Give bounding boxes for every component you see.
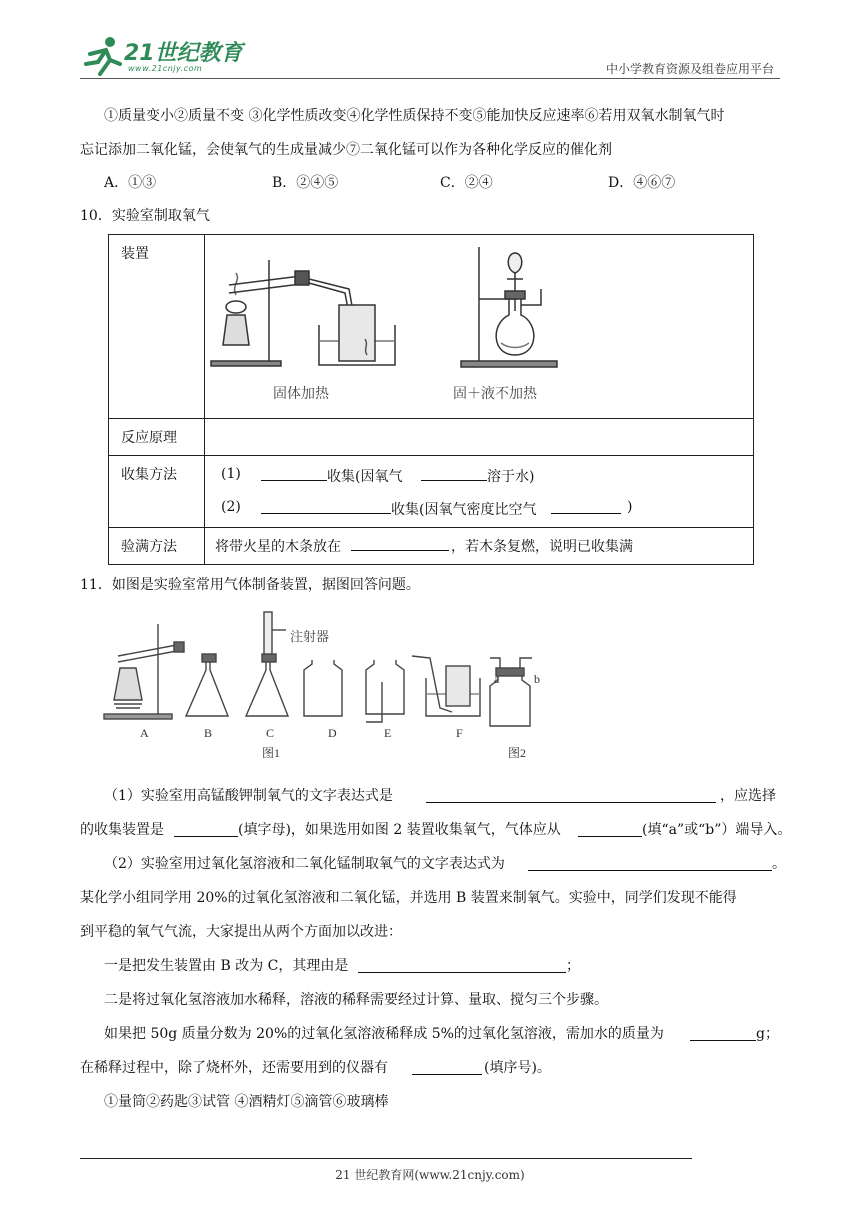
q9-statement-line1: ①质量变小②质量不变 ③化学性质改变④化学性质保持不变⑤能加快反应速率⑥若用双氧水制氧气时 (104, 108, 725, 124)
footer-divider (80, 1158, 692, 1159)
check-text-a: 将带火星的木条放在 (215, 539, 341, 555)
q11-part2-text-e: 一是把发生装置由 B 改为 C，其理由是 (104, 958, 349, 974)
collection-item1-text-a: 收集(因氧气 (327, 469, 403, 485)
q9-option-a: A．①③ (104, 175, 157, 191)
solid-heating-apparatus-image (209, 245, 409, 375)
port-b-label: b (534, 672, 540, 686)
apparatus-caption-solid-liquid: 固＋液不加热 (453, 386, 537, 402)
figure1-caption: 图1 (262, 746, 281, 760)
footer-text: 21 世纪教育网(www.21cnjy.com) (335, 1168, 525, 1182)
check-cell (205, 528, 754, 565)
syringe-label: 注射器 (290, 630, 330, 645)
q11-part1-text-d: (填字母)，如果选用如图 2 装置收集氧气，气体应从 (238, 822, 561, 838)
apparatus-label-a: A (140, 726, 149, 740)
row-principle-label: 反应原理 (121, 430, 177, 446)
collection-item2-text-b: ) (627, 499, 633, 515)
row-collection-label: 收集方法 (121, 467, 177, 483)
q11-part2-text-h: 如果把 50g 质量分数为 20%的过氧化氢溶液稀释成 5%的过氧化氢溶液，需加水的质量为 (104, 1026, 664, 1042)
row-apparatus-label: 装置 (121, 246, 149, 262)
q10-title: 10．实验室制取氧气 (80, 208, 210, 224)
apparatus-cell (205, 235, 754, 419)
site-logo (80, 34, 250, 78)
collection-item1-text-b: 溶于水) (487, 469, 535, 485)
check-position-blank[interactable] (351, 536, 449, 551)
q11-instrument-options: ①量筒②药匙③试管 ④酒精灯⑤滴管⑥玻璃棒 (104, 1094, 389, 1110)
q11-part2-text-d: 到平稳的氧气气流，大家提出从两个方面加以改进： (80, 924, 402, 940)
q9-statement-line2: 忘记添加二氧化锰，会使氧气的生成量减少⑦二氧化锰可以作为各种化学反应的催化剂 (80, 142, 612, 158)
q11-part1-text-c: 的收集装置是 (80, 822, 164, 838)
row-check-label-cell (109, 528, 205, 565)
q11-part2-text-a: （2）实验室用过氧化氢溶液和二氧化锰制取氧气的文字表达式为 (104, 856, 505, 872)
header-divider (80, 78, 780, 79)
q9-option-b: B．②④⑤ (272, 175, 339, 191)
collection-cell (205, 456, 754, 528)
q11-title: 11．如图是实验室常用气体制备装置，据图回答问题。 (80, 577, 420, 593)
q11-part2-text-f: ； (566, 958, 580, 974)
row-principle-label-cell (109, 419, 205, 456)
kmno4-equation-blank[interactable] (426, 788, 716, 803)
row-collection-label-cell (109, 456, 205, 528)
principle-answer-cell (205, 419, 754, 456)
collection-item2-number: (2) (221, 499, 241, 515)
port-a-label: a (494, 672, 500, 686)
q11-part2-text-k: (填序号)。 (484, 1060, 551, 1076)
q11-part2-text-c: 某化学小组同学用 20%的过氧化氢溶液和二氧化锰，并选用 B 装置来制氧气。实验中，同学们发现不能得 (80, 890, 737, 906)
h2o2-equation-blank[interactable] (528, 856, 772, 871)
figure2-caption: 图2 (508, 746, 527, 760)
q9-option-c: C．②④ (440, 175, 493, 191)
q11-part1-text-e: (填“a”或“b”）端导入。 (642, 822, 792, 838)
apparatus-label-f: F (456, 726, 463, 740)
oxygen-prep-table (108, 234, 754, 565)
platform-name: 中小学教育资源及组卷应用平台 (605, 62, 774, 76)
q11-part2-text-j: 在稀释过程中，除了烧杯外，还需要用到的仪器有 (80, 1060, 388, 1076)
collection-item1-number: (1) (221, 466, 241, 482)
apparatus-label-e: E (384, 726, 392, 740)
apparatus-label-b: B (204, 726, 213, 740)
logo-url: www.21cnjy.com (128, 64, 203, 73)
apparatus-label-d: D (328, 726, 337, 740)
runner-logo-icon (80, 34, 124, 78)
apparatus-caption-solid: 固体加热 (273, 386, 329, 402)
density-blank[interactable] (551, 499, 621, 514)
collection-item2-text-a: 收集(因氧气密度比空气 (391, 502, 537, 518)
solid-liquid-apparatus-image (457, 239, 577, 379)
row-check-label: 验满方法 (121, 539, 177, 555)
reason-blank[interactable] (358, 958, 566, 973)
solubility-blank[interactable] (421, 466, 487, 481)
q11-part2-text-i: g； (756, 1026, 779, 1042)
q11-part2-text-b: 。 (772, 856, 786, 872)
q11-part2-text-g: 二是将过氧化氢溶液加水稀释，溶液的稀释需要经过计算、量取、搅匀三个步骤。 (104, 992, 608, 1008)
row-apparatus-label-cell (109, 235, 205, 419)
gas-inlet-blank[interactable] (578, 822, 642, 837)
instruments-blank[interactable] (412, 1060, 482, 1075)
collection-device-blank[interactable] (174, 822, 238, 837)
collection-method1-blank[interactable] (261, 466, 327, 481)
logo-title: 21世纪教育 (124, 41, 243, 66)
apparatus-label-c: C (266, 726, 275, 740)
collection-method2-blank[interactable] (261, 499, 391, 514)
q9-option-d: D．④⑥⑦ (608, 175, 676, 191)
q11-part1-text-a: （1）实验室用高锰酸钾制氧气的文字表达式是 (104, 788, 393, 804)
q11-part1-text-b: ，应选择 (720, 788, 776, 804)
water-mass-blank[interactable] (690, 1026, 756, 1041)
check-text-b: ，若木条复燃，说明已收集满 (451, 539, 633, 555)
